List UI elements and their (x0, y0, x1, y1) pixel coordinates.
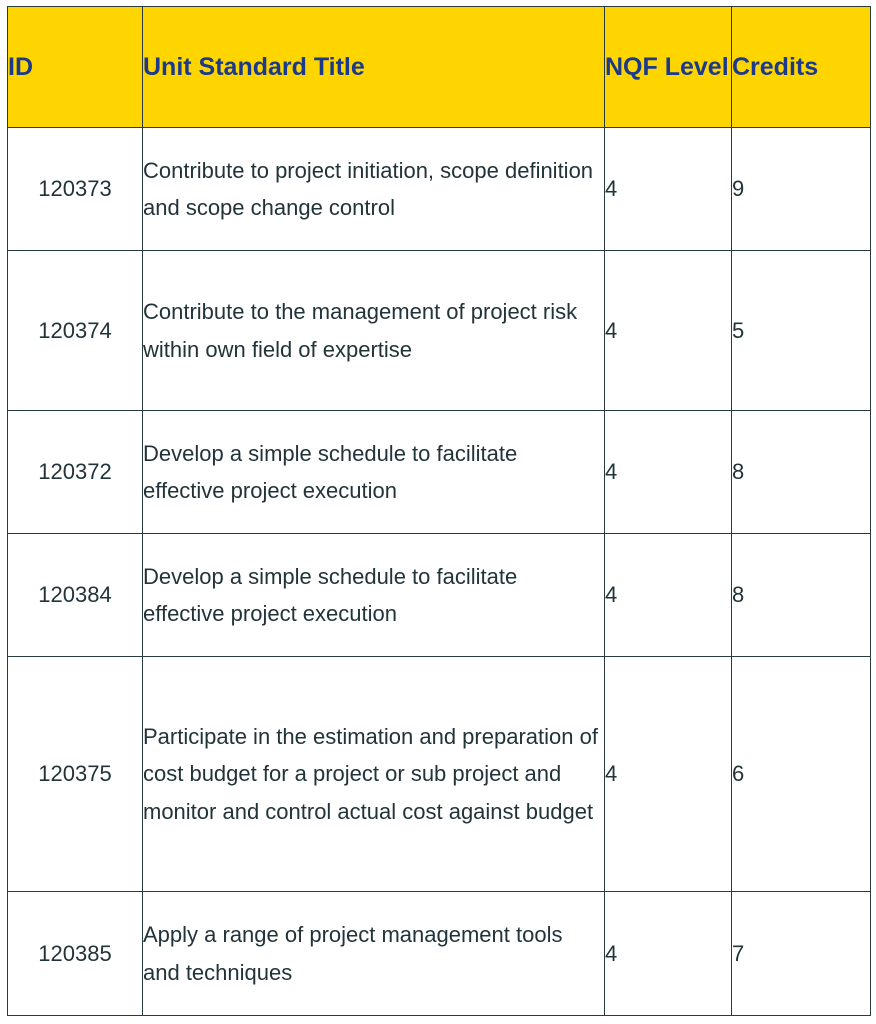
header-credits: Credits (732, 7, 871, 128)
cell-nqf-level: 4 (605, 534, 732, 657)
cell-credits: 5 (732, 251, 871, 411)
header-nqf-level: NQF Level (605, 7, 732, 128)
cell-credits: 8 (732, 411, 871, 534)
cell-nqf-level: 4 (605, 657, 732, 892)
table-row (8, 892, 871, 1016)
cell-nqf-level: 4 (605, 251, 732, 411)
cell-id: 120384 (8, 534, 143, 657)
cell-credits: 9 (732, 128, 871, 251)
cell-title-text: Contribute to project initiation, scope definition and scope change control (143, 157, 594, 220)
cell-title-text: Develop a simple schedule to facilitate effective project execution (143, 563, 518, 626)
cell-id: 120374 (8, 251, 143, 411)
cell-title-text: Apply a range of project management tools and techniques (143, 922, 563, 985)
header-row (8, 7, 871, 128)
cell-title-text: Develop a simple schedule to facilitate effective project execution (143, 440, 518, 503)
cell-credits: 6 (732, 657, 871, 892)
cell-title (143, 128, 605, 251)
cell-credits: 8 (732, 534, 871, 657)
header-title: Unit Standard Title (143, 7, 605, 128)
cell-nqf-level: 4 (605, 128, 732, 251)
cell-title-text: Participate in the estimation and preparation of cost budget for a project or sub project and monitor and control actual cost against budget (143, 723, 598, 824)
cell-id: 120372 (8, 411, 143, 534)
table-row (8, 128, 871, 251)
table-body (8, 128, 871, 1016)
cell-title (143, 892, 605, 1016)
cell-id: 120385 (8, 892, 143, 1016)
table-row (8, 534, 871, 657)
cell-title (143, 657, 605, 892)
cell-title (143, 251, 605, 411)
cell-id: 120373 (8, 128, 143, 251)
unit-standards-table (7, 6, 871, 1016)
cell-title (143, 534, 605, 657)
cell-title (143, 411, 605, 534)
table-row (8, 657, 871, 892)
cell-id: 120375 (8, 657, 143, 892)
table-header (8, 7, 871, 128)
cell-nqf-level: 4 (605, 892, 732, 1016)
cell-title-text: Contribute to the management of project risk within own field of expertise (143, 299, 578, 362)
header-id: ID (8, 7, 143, 128)
table-row (8, 411, 871, 534)
cell-nqf-level: 4 (605, 411, 732, 534)
table-row (8, 251, 871, 411)
cell-credits: 7 (732, 892, 871, 1016)
